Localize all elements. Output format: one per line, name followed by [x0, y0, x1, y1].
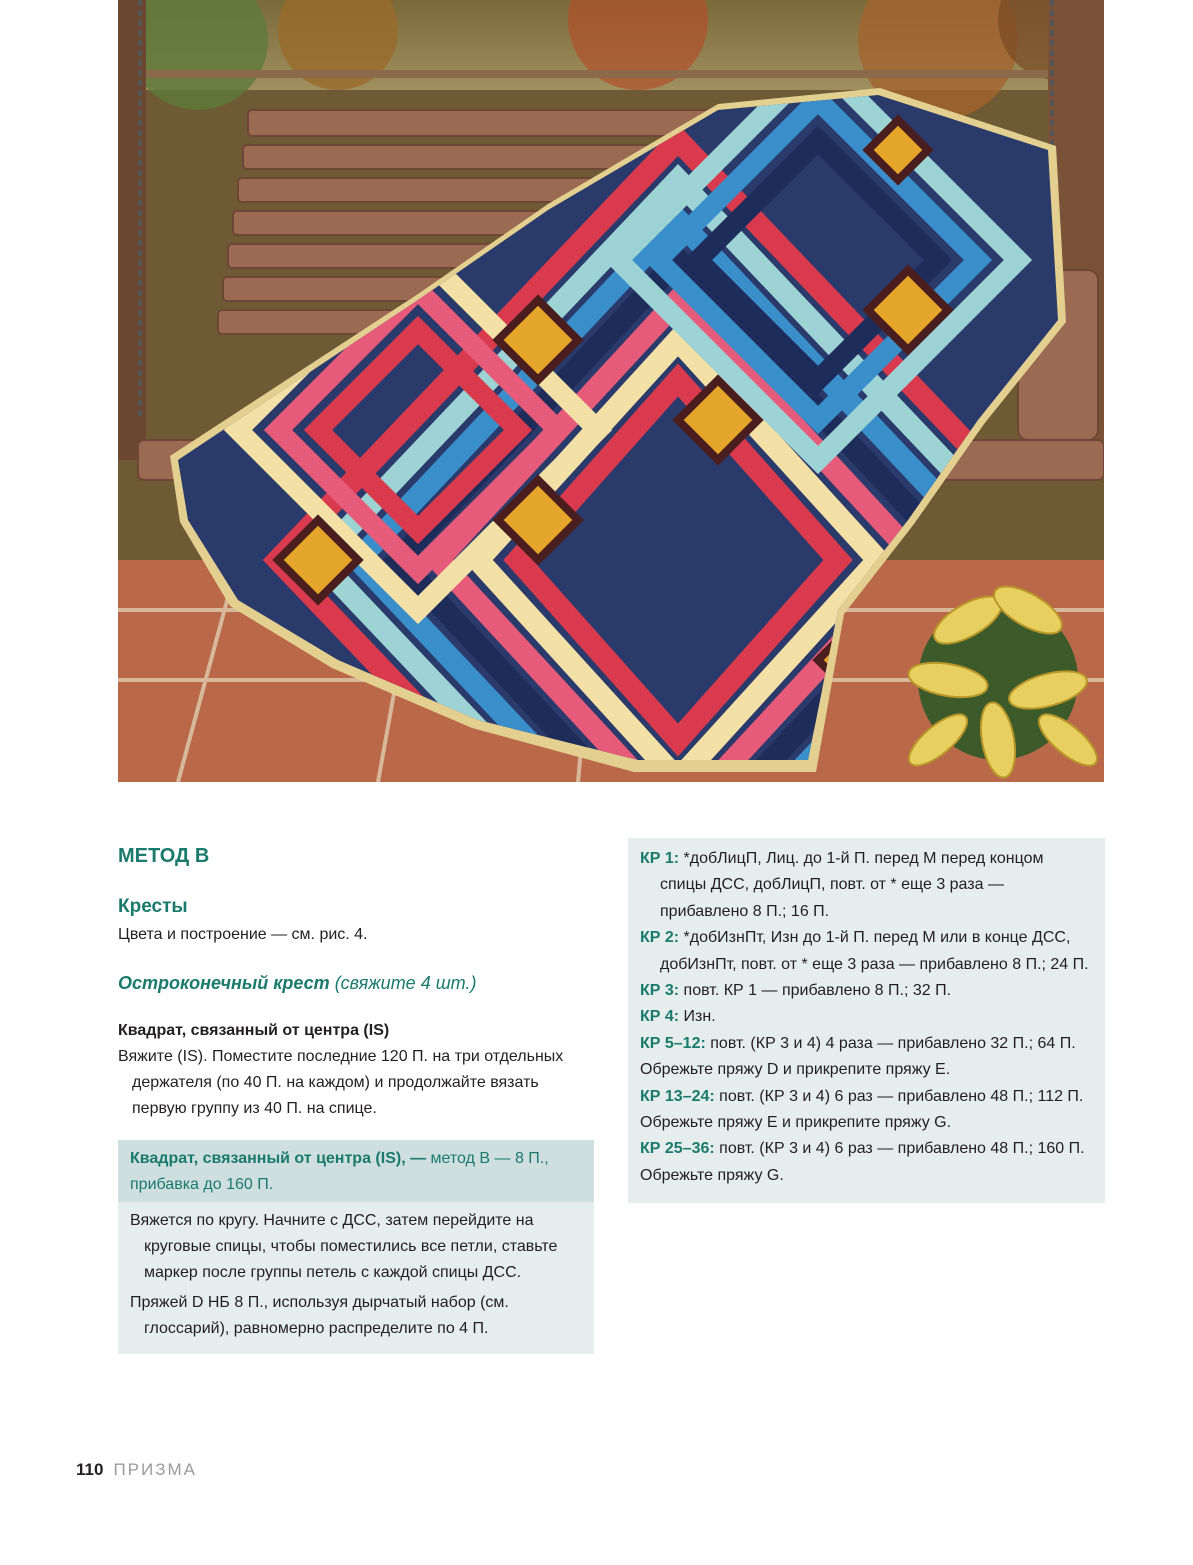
round-row	[640, 1031, 1093, 1057]
method-box-header	[118, 1140, 594, 1202]
page-number: 110	[76, 1460, 104, 1479]
yarn-change-row	[640, 1110, 1093, 1136]
round-label: КР 2:	[640, 929, 680, 947]
method-box-body	[118, 1202, 594, 1354]
yarn-change-row	[640, 1057, 1093, 1083]
pointed-cross-note: (свяжите 4 шт.)	[334, 973, 477, 993]
square-title: Квадрат, связанный от центра (IS)	[118, 1022, 390, 1039]
round-row	[640, 1136, 1093, 1162]
blanket-photo	[118, 0, 1104, 782]
round-row	[640, 925, 1093, 978]
crosses-title: Кресты	[118, 896, 188, 917]
round-text: *добЛицП, Лиц. до 1-й П. перед М перед концом спицы ДСС, добЛицП, повт. от * еще 3 раза — прибавлено 8 П.; 16 П.	[660, 850, 1044, 920]
round-text: повт. (КР 3 и 4) 6 раз — прибавлено 48 П.; 160 П.	[714, 1140, 1085, 1158]
rounds-box	[628, 838, 1105, 1203]
method-box-title-rest: метод В — 8 П., прибавка до 160 П.	[130, 1150, 549, 1193]
round-text: повт. КР 1 — прибавлено 8 П.; 32 П.	[679, 982, 952, 1000]
left-column	[118, 842, 594, 1354]
method-box-paragraph-2: Пряжей D НБ 8 П., используя дырчатый набор (см. глоссарий), равномерно распределите по 4 П.	[130, 1294, 509, 1337]
magazine-name: ПРИЗМА	[113, 1460, 197, 1479]
round-label: КР 25–36:	[640, 1140, 715, 1158]
round-row	[640, 1084, 1093, 1110]
colors-line: Цвета и построение — см. рис. 4.	[118, 926, 368, 943]
round-label: КР 4:	[640, 1008, 680, 1026]
round-text: *добИзнПт, Изн до 1-й П. перед М или в конце ДСС, добИзнПт, повт. от * еще 3 раза — прибавлено 8 П.; 24 П.	[660, 929, 1089, 973]
round-label: КР 1:	[640, 850, 680, 867]
round-row	[640, 846, 1093, 925]
pointed-cross-name: Остроконечный крест	[118, 973, 330, 993]
round-text: Обрежьте пряжу E и прикрепите пряжу G.	[640, 1114, 952, 1132]
round-text: повт. (КР 3 и 4) 4 раза — прибавлено 32 П.; 64 П.	[705, 1034, 1076, 1052]
round-text: Изн.	[679, 1008, 716, 1026]
round-text: Обрежьте пряжу G.	[640, 1166, 784, 1184]
method-title: МЕТОД В	[118, 845, 210, 867]
method-box	[118, 1140, 594, 1354]
method-box-paragraph-1: Вяжется по кругу. Начните с ДСС, затем перейдите на круговые спицы, чтобы поместились все петли, ставьте маркер после группы петель с каждой спицы ДСС.	[130, 1212, 558, 1281]
yarn-change-row	[640, 1163, 1093, 1189]
right-column	[628, 838, 1105, 1203]
round-row	[640, 1004, 1093, 1030]
round-row	[640, 978, 1093, 1004]
round-label: КР 13–24:	[640, 1087, 715, 1105]
round-label: КР 5–12:	[640, 1034, 706, 1052]
round-label: КР 3:	[640, 982, 680, 1000]
method-box-title-bold: Квадрат, связанный от центра (IS), —	[130, 1150, 427, 1167]
square-text: Вяжите (IS). Поместите последние 120 П. на три отдельных держателя (по 40 П. на каждом) и продолжайте вязать первую группу из 40 П. на спице.	[118, 1048, 564, 1117]
round-text: повт. (КР 3 и 4) 6 раз — прибавлено 48 П.; 112 П.	[714, 1087, 1084, 1105]
page-footer	[76, 1458, 197, 1482]
pointed-cross-title	[118, 970, 594, 996]
round-text: Обрежьте пряжу D и прикрепите пряжу E.	[640, 1061, 951, 1079]
